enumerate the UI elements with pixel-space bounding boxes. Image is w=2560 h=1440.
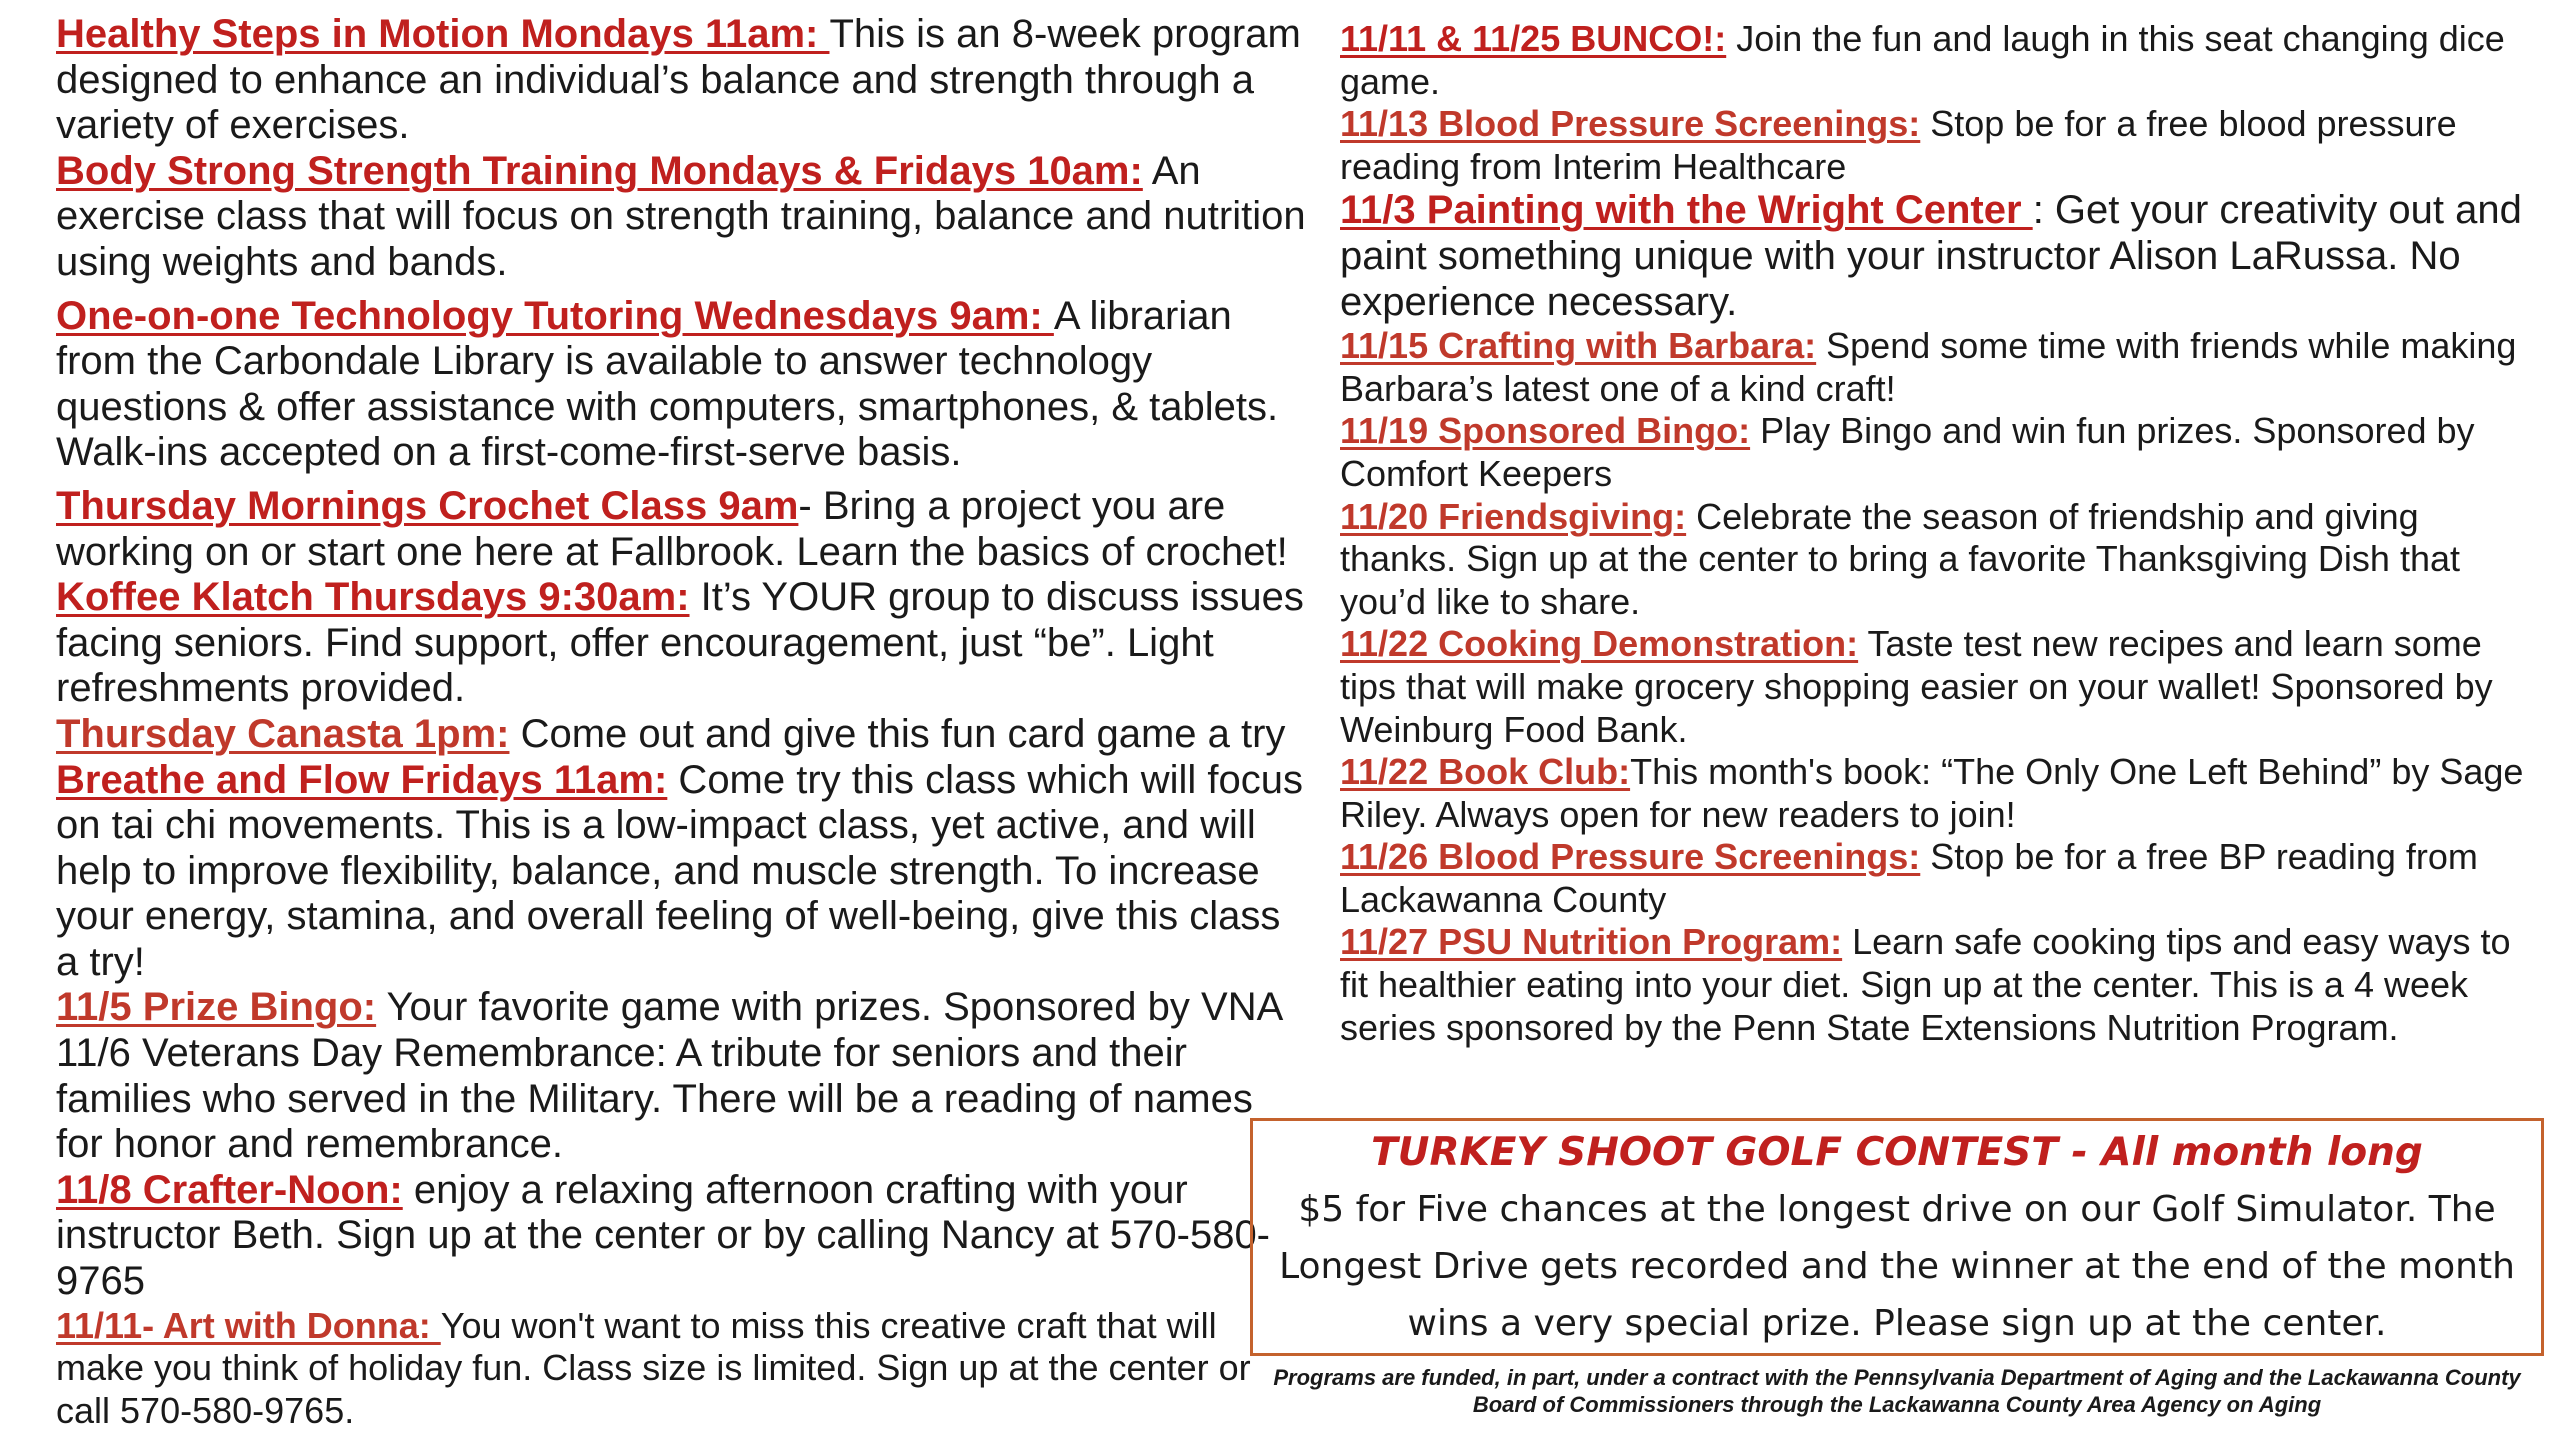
event-blood-pressure-1126 (1340, 836, 2540, 921)
right-column (1340, 18, 2540, 1049)
program-heading: Koffee Klatch Thursdays 9:30am: (56, 575, 690, 620)
program-heading: Thursday Mornings Crochet Class 9am (56, 483, 799, 528)
event-art-with-donna (56, 1305, 1306, 1433)
event-description: Play Bingo and win fun prizes. Sponsored by Comfort Keepers (1340, 410, 2475, 494)
event-heading: 11/15 Crafting with Barbara: (1340, 325, 1817, 367)
event-description: Taste test new recipes and learn some tips that will make grocery shopping easier on your wallet! Sponsored by Weinburg Food Bank. (1340, 623, 2493, 750)
event-heading: 11/26 Blood Pressure Screenings: (1340, 836, 1921, 878)
event-book-club (1340, 751, 2540, 836)
event-heading: 11/13 Blood Pressure Screenings: (1340, 103, 1921, 145)
golf-contest-box (1250, 1118, 2544, 1356)
program-heading: Breathe and Flow Fridays 11am: (56, 757, 668, 802)
program-heading: Body Strong Strength Training Mondays & Fridays 10am: (56, 148, 1143, 193)
event-description: This month's book: “The Only One Left Behind” by Sage Riley. Always open for new readers to join! (1340, 751, 2524, 835)
program-heading: Healthy Steps in Motion Mondays 11am: (56, 12, 830, 56)
event-heading: 11/8 Crafter-Noon: (56, 1167, 403, 1212)
event-heading: 11/3 Painting with the Wright Center (1340, 188, 2033, 233)
event-heading: 11/27 PSU Nutrition Program: (1340, 921, 1843, 963)
event-heading: 11/19 Sponsored Bingo: (1340, 410, 1751, 452)
program-description: Come try this class which will focus on tai chi movements. This is a low-impact class, yet active, and will help to improve flexibility, balance, and muscle strength. To increase your energy, stamina, and overall feeling of well-being, give this class a try! (56, 757, 1304, 984)
event-heading: 11/5 Prize Bingo: (56, 985, 377, 1030)
program-body-strong (56, 149, 1306, 286)
program-description: An exercise class that will focus on strength training, balance and nutrition using weights and bands. (56, 148, 1306, 284)
program-heading: Thursday Canasta 1pm: (56, 711, 510, 756)
event-crafting-barbara (1340, 325, 2540, 410)
program-description: It’s YOUR group to discuss issues facing seniors. Find support, offer encouragement, just “be”. Light refreshments provided. (56, 575, 1304, 711)
event-bunco (1340, 18, 2540, 103)
event-friendsgiving (1340, 496, 2540, 624)
program-koffee-klatch (56, 575, 1306, 712)
event-heading: 11/11- Art with Donna: (56, 1304, 441, 1346)
funding-note: Programs are funded, in part, under a contract with the Pennsylvania Department of Aging and the Lackawanna County Board of Commissioners through the Lackawanna County Area Agency on Aging (1273, 1365, 2521, 1417)
event-blood-pressure-1113 (1340, 103, 2540, 188)
contest-body: $5 for Five chances at the longest drive on our Golf Simulator. The Longest Drive gets recorded and the winner at the end of the month wins a very special prize. Please sign up at the center. (1279, 1189, 2515, 1344)
program-healthy-steps (56, 12, 1306, 149)
program-description: A librarian from the Carbondale Library is available to answer technology questions & offer assistance with computers, smartphones, & tablets. Walk-ins accepted on a first-come-first-serve basis. (56, 293, 1279, 475)
event-heading: 11/22 Book Club: (1340, 751, 1631, 793)
event-description: Stop be for a free blood pressure reading from Interim Healthcare (1340, 103, 2457, 187)
event-description: Your favorite game with prizes. Sponsored by VNA (376, 985, 1284, 1030)
program-breathe-and-flow (56, 758, 1306, 986)
program-description: This is an 8-week program designed to enhance an individual’s balance and strength through a variety of exercises. (56, 12, 1301, 148)
event-psu-nutrition (1340, 921, 2540, 1049)
event-description: Join the fun and laugh in this seat changing dice game. (1340, 18, 2505, 102)
event-description: Stop be for a free BP reading from Lackawanna County (1340, 836, 2478, 920)
program-canasta (56, 712, 1306, 758)
event-prize-bingo (56, 985, 1306, 1031)
event-cooking-demonstration (1340, 623, 2540, 751)
event-description: 11/6 Veterans Day Remembrance: A tribute for seniors and their families who served in the Military. There will be a reading of names for honor and remembrance. (56, 1031, 1253, 1167)
program-technology-tutoring (56, 294, 1306, 476)
left-column (56, 12, 1306, 1432)
event-description: enjoy a relaxing afternoon crafting with your instructor Beth. Sign up at the center or by calling Nancy at 570-580-9765 (56, 1167, 1271, 1304)
contest-title: TURKEY SHOOT GOLF CONTEST - All month long (1371, 1130, 2423, 1175)
event-sponsored-bingo (1340, 410, 2540, 495)
event-heading: 11/22 Cooking Demonstration: (1340, 623, 1859, 665)
event-heading: 11/11 & 11/25 BUNCO!: (1340, 18, 1727, 59)
event-veterans-day (56, 1031, 1306, 1168)
event-description: : Get your creativity out and paint something unique with your instructor Alison LaRussa. No experience necessary. (1340, 188, 2522, 324)
event-description: You won't want to miss this creative craft that will make you think of holiday fun. Class size is limited. Sign up at the center or call 570-580-9765. (56, 1304, 1251, 1431)
program-description: Come out and give this fun card game a try (509, 711, 1286, 756)
program-heading: One-on-one Technology Tutoring Wednesdays 9am: (56, 293, 1054, 338)
program-description: - Bring a project you are working on or start one here at Fallbrook. Learn the basics of crochet! (56, 483, 1288, 574)
event-description: Celebrate the season of friendship and giving thanks. Sign up at the center to bring a favorite Thanksgiving Dish that you’d like to share. (1340, 495, 2460, 622)
program-crochet-class (56, 484, 1306, 575)
event-painting-wright-center (1340, 188, 2540, 325)
event-description: Learn safe cooking tips and easy ways to fit healthier eating into your diet. Sign up at the center. This is a 4 week series sponsored by the Penn State Extensions Nutrition Program. (1340, 921, 2511, 1048)
event-description: Spend some time with friends while making Barbara’s latest one of a kind craft! (1340, 325, 2517, 409)
event-heading: 11/20 Friendsgiving: (1340, 495, 1687, 537)
event-crafter-noon (56, 1168, 1306, 1305)
